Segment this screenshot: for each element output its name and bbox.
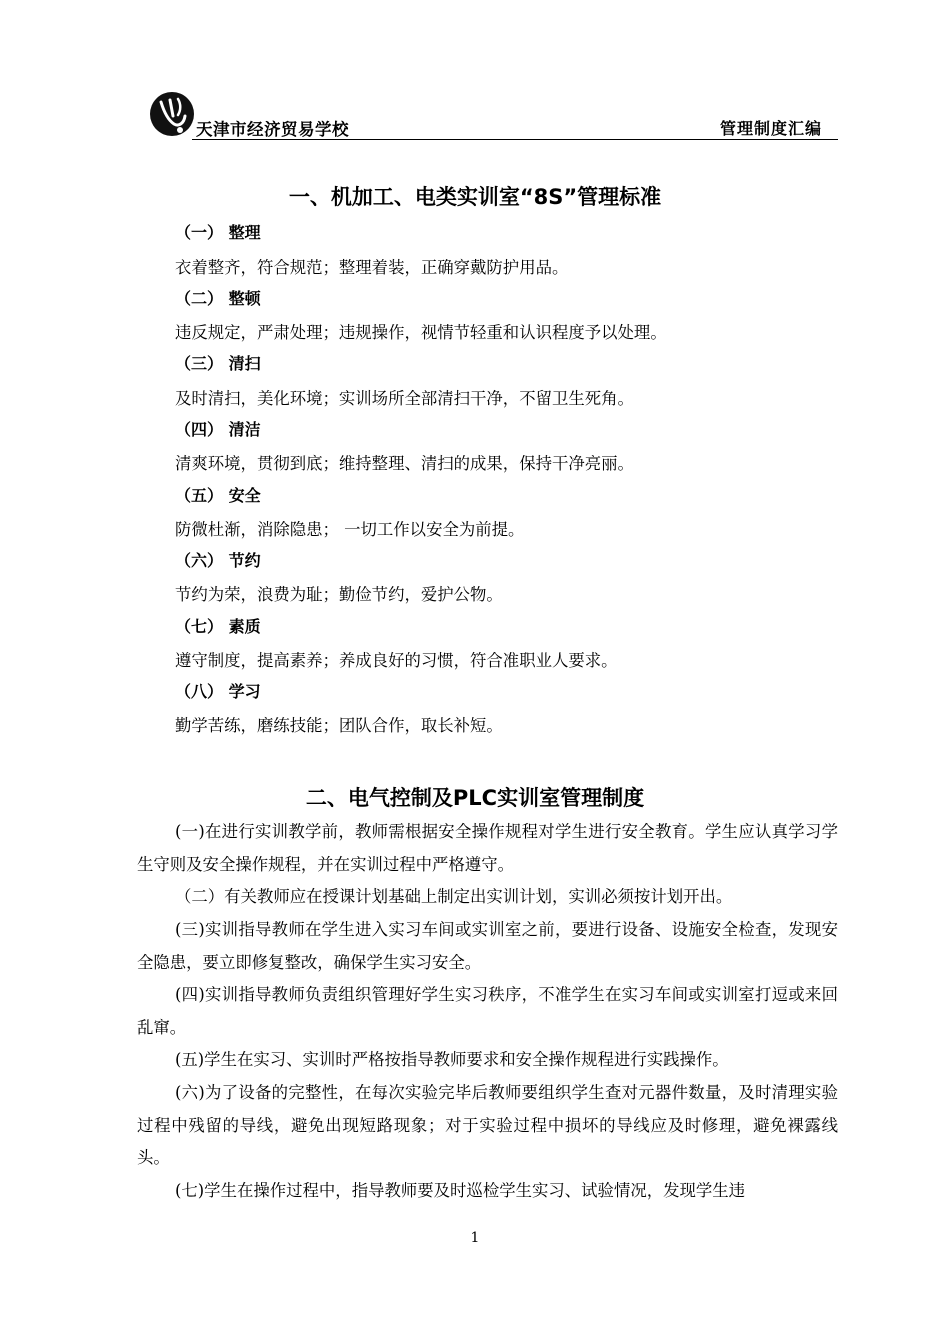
item-heading: （六） 节约: [175, 551, 261, 570]
item-text: 防微杜渐，消除隐患； 一切工作以安全为前提。: [175, 520, 525, 539]
item-heading: （三） 清扫: [175, 354, 261, 373]
item-text: 及时清扫，美化环境；实训场所全部清扫干净，不留卫生死角。: [175, 389, 634, 408]
item-heading: （二） 整顿: [175, 289, 261, 308]
rule-paragraph: (一)在进行实训教学前，教师需根据安全操作规程对学生进行安全教育。学生应认真学习学生守则及安全操作规程，并在实训过程中严格遵守。: [137, 822, 838, 874]
school-logo-icon: [148, 90, 196, 138]
page-number: 1: [470, 1230, 480, 1246]
rule-paragraph: (七)学生在操作过程中，指导教师要及时巡检学生实习、试验情况，发现学生违: [175, 1181, 746, 1200]
item-heading: （八） 学习: [175, 682, 261, 701]
item-text: 节约为荣，浪费为耻；勤俭节约，爱护公物。: [175, 585, 503, 604]
item-heading: （四） 清洁: [175, 420, 261, 439]
rule-paragraph: （二）有关教师应在授课计划基础上制定出实训计划，实训必须按计划开出。: [175, 887, 733, 906]
item-text: 违反规定，严肃处理；违规操作，视情节轻重和认识程度予以处理。: [175, 323, 667, 342]
section1-title: 一、机加工、电类实训室“8S”管理标准: [288, 185, 662, 209]
item-text: 清爽环境，贯彻到底；维持整理、清扫的成果，保持干净亮丽。: [175, 454, 634, 473]
rule-paragraph: (六)为了设备的完整性，在每次实验完毕后教师要组织学生查对元器件数量，及时清理实验过程中残留的导线，避免出现短路现象；对于实验过程中损坏的导线应及时修理，避免裸露线头。: [137, 1083, 838, 1167]
school-name: 天津市经济贸易学校: [196, 120, 349, 139]
item-heading: （五） 安全: [175, 486, 261, 505]
rule-paragraph: (三)实训指导教师在学生进入实习车间或实训室之前，要进行设备、设施安全检查，发现安全隐患，要立即修复整改，确保学生实习安全。: [137, 920, 838, 972]
header-rule: [192, 139, 838, 140]
item-text: 遵守制度，提高素养；养成良好的习惯，符合准职业人要求。: [175, 651, 618, 670]
compilation-title: 管理制度汇编: [719, 119, 822, 138]
section2-title: 二、电气控制及PLC实训室管理制度: [305, 786, 645, 810]
rule-paragraph: (五)学生在实习、实训时严格按指导教师要求和安全操作规程进行实践操作。: [175, 1050, 729, 1069]
item-heading: （七） 素质: [175, 617, 261, 636]
item-heading: （一） 整理: [175, 223, 261, 242]
rule-paragraph: (四)实训指导教师负责组织管理好学生实习秩序，不准学生在实习车间或实训室打逗或来回乱窜。: [137, 985, 838, 1037]
item-text: 勤学苦练，磨练技能；团队合作，取长补短。: [175, 716, 503, 735]
page-header: [148, 86, 838, 142]
item-text: 衣着整齐，符合规范；整理着装，正确穿戴防护用品。: [175, 258, 569, 277]
